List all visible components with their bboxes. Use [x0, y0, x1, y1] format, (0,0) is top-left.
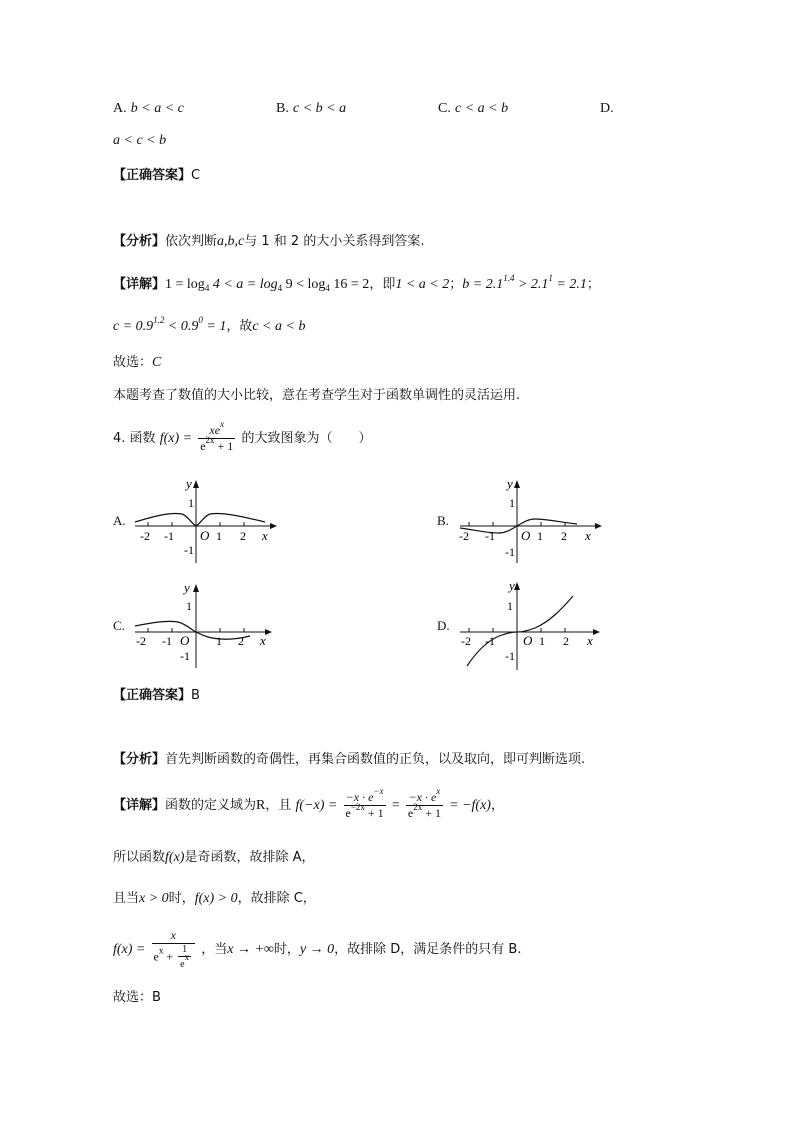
tick-label-neg1: -1	[505, 545, 515, 559]
prev-detail-line2	[113, 315, 305, 335]
tick-label-1-x: 1	[537, 529, 543, 543]
detail-eq-part: = 1	[202, 319, 227, 334]
graph-c-label: C.	[113, 618, 125, 633]
detail-fx: f(x) =	[113, 942, 146, 957]
origin-label: O	[521, 528, 531, 543]
choose-label: 故选：	[113, 990, 153, 1005]
inner-den	[178, 952, 191, 971]
prev-analysis	[113, 230, 424, 250]
prev-answer	[113, 164, 200, 183]
detail-R: R	[256, 798, 266, 813]
detail-positive	[113, 887, 316, 907]
detail-fx: f(x)	[165, 850, 185, 865]
tick-label-1: 1	[186, 599, 192, 613]
detail-eq-sub: 4	[277, 283, 283, 293]
tick-label-1: 1	[509, 496, 515, 510]
frac-den-tail: + 1	[214, 439, 234, 453]
frac-den-sup: 2x	[413, 802, 423, 812]
tick-label-1: 1	[188, 496, 194, 510]
inner-num: 1	[178, 944, 191, 957]
option-c	[438, 101, 508, 117]
detail-eq-sup: 1.2	[153, 315, 165, 325]
graph-a	[130, 478, 280, 568]
question-4	[113, 419, 372, 454]
tick-label-2: 2	[238, 634, 244, 648]
detail-fx: f(x) > 0	[194, 891, 238, 906]
answer-value: B	[191, 688, 200, 703]
tick-label-neg1: -1	[505, 649, 515, 663]
detail-header: 【详解】	[113, 277, 166, 292]
y-label: y	[509, 578, 515, 593]
y-arrow	[193, 480, 199, 488]
tick-label-1-x: 1	[539, 634, 545, 648]
frac-num: −x · e	[345, 790, 374, 804]
detail-fraction-2	[406, 786, 443, 821]
analysis-text-pre: 依次判断	[165, 234, 218, 249]
option-b-label: B.	[276, 101, 289, 116]
frac-den-tail: + 1	[422, 806, 441, 820]
analysis-text: 首先判断函数的奇偶性，再集合函数值的正负，以及取向，即可判断选项.	[165, 752, 586, 767]
x-label: x	[260, 633, 266, 648]
tick-label-neg1: -1	[180, 649, 190, 663]
y-arrow	[514, 582, 520, 590]
answer-value: C	[191, 168, 201, 183]
frac-den-sup: x	[158, 945, 164, 956]
y-label: y	[184, 580, 190, 595]
option-c-text: c < a < b	[454, 101, 509, 116]
detail-text: ，故排除 D，满足条件的只有 B.	[334, 942, 522, 957]
detail-text: ，即	[369, 277, 396, 292]
origin-label: O	[180, 633, 190, 648]
x-label: x	[587, 633, 593, 648]
analysis-header: 【分析】	[113, 752, 166, 767]
question-tail: 的大致图象为（ ）	[241, 431, 372, 446]
frac-den: e	[345, 806, 351, 820]
inner-den-sup: x	[184, 952, 190, 962]
question-fraction	[198, 419, 235, 454]
frac-den: e	[200, 439, 206, 453]
option-a	[113, 101, 184, 117]
detail-text: 函数的定义域为	[165, 798, 257, 813]
detail-eq-part: 1 = log	[165, 277, 205, 292]
curve	[135, 513, 265, 526]
option-c-label: C.	[438, 101, 451, 116]
frac-num-sup: −x	[373, 786, 384, 796]
frac-num: −x · e	[408, 790, 437, 804]
frac-num-sup: x	[436, 786, 441, 796]
frac-den: e	[407, 806, 414, 820]
graph-b-label: B.	[437, 513, 449, 528]
y-arrow	[193, 584, 199, 592]
detail-eq: =	[391, 798, 400, 813]
x-arrow	[593, 629, 600, 635]
detail-header: 【详解】	[113, 798, 166, 813]
x-arrow	[265, 629, 272, 635]
detail-eq-part: b = 2.1	[462, 277, 504, 292]
detail-eq-sub: 4	[204, 283, 210, 293]
tick-label-2: 2	[563, 634, 569, 648]
tick-label-neg1: -1	[184, 543, 194, 557]
tick-label-neg2: -2	[140, 529, 150, 543]
origin-label: O	[523, 633, 533, 648]
choose	[113, 986, 161, 1005]
detail-cond: x → +∞	[227, 942, 274, 957]
detail-text: ，故	[226, 319, 253, 334]
tick-label-1-x: 1	[216, 529, 222, 543]
frac-den: e	[153, 949, 159, 964]
tick-label-neg2: -2	[461, 634, 471, 648]
graph-a-label: A.	[113, 513, 126, 528]
prev-choose	[113, 351, 161, 371]
detail-eq-sup: 0	[198, 315, 203, 325]
detail-eq-part: 1 < a < 2	[395, 277, 450, 292]
option-d-text: a < c < b	[113, 133, 167, 148]
detail-text: ，	[490, 798, 504, 813]
question-fx: f(x) =	[159, 431, 193, 446]
tick-label-neg1-x: -1	[164, 529, 174, 543]
choose-value: B	[152, 990, 161, 1005]
option-a-label: A.	[113, 101, 127, 116]
detail-text: ；	[586, 277, 600, 292]
detail-eq-part: > 2.1	[514, 277, 549, 292]
frac-num: xe	[209, 423, 221, 437]
detail-odd	[113, 846, 314, 866]
detail-eq-part: 16 = 2	[329, 277, 370, 292]
graph-c	[130, 580, 280, 670]
detail-line1	[113, 786, 504, 821]
tick-label-neg2: -2	[459, 529, 469, 543]
detail-eq-sup: 1	[548, 273, 553, 283]
detail-eq-sup: 1.4	[503, 273, 515, 283]
detail-eq-part: c < a < b	[252, 319, 306, 334]
frac-den-sup: −2x	[350, 802, 365, 812]
tick-label-neg1-x: -1	[485, 634, 495, 648]
tick-label-2: 2	[240, 529, 246, 543]
graph-b	[455, 478, 605, 568]
inner-den-base: e	[180, 959, 185, 970]
detail-text: 时，	[168, 891, 195, 906]
detail-eq-part: < 0.9	[164, 319, 199, 334]
detail-text: ，当	[201, 942, 228, 957]
option-d-text-line	[113, 133, 166, 149]
tick-label-neg1-x: -1	[162, 634, 172, 648]
y-label: y	[507, 478, 513, 491]
option-a-text: b < a < c	[130, 101, 184, 116]
y-arrow	[514, 480, 520, 488]
choose-label: 故选：	[113, 355, 153, 370]
frac-num: x	[152, 928, 196, 944]
analysis-text-post: 与 1 和 2 的大小关系得到答案.	[244, 234, 425, 249]
curve	[467, 596, 573, 666]
curve	[135, 621, 250, 639]
option-b	[276, 101, 346, 117]
question-number: 4. 函数	[113, 431, 156, 446]
detail-eq-sub: 4	[325, 283, 330, 293]
tick-label-1: 1	[507, 599, 513, 613]
detail-text: ；	[449, 277, 463, 292]
option-b-text: c < b < a	[292, 101, 347, 116]
detail-limit	[113, 928, 521, 971]
tick-label-neg2: -2	[136, 634, 146, 648]
detail-eq-part: 4 < a = log	[209, 277, 278, 292]
detail-text: 是奇函数，故排除 A，	[184, 850, 315, 865]
detail-fraction-3	[152, 928, 196, 971]
tick-label-1-x: 1	[216, 634, 222, 648]
detail-eq-part: 9 < log	[282, 277, 326, 292]
x-arrow	[595, 523, 602, 529]
frac-den-tail: + 1	[364, 806, 384, 820]
option-d	[600, 101, 614, 117]
x-label: x	[262, 528, 268, 543]
detail-eq2: = −f(x)	[449, 798, 491, 813]
tick-label-neg1-x: -1	[485, 529, 495, 543]
x-arrow	[270, 523, 277, 529]
analysis-header: 【分析】	[113, 234, 166, 249]
detail-text: ，故排除 C，	[237, 891, 316, 906]
answer-header: 【正确答案】	[113, 688, 192, 703]
x-label: x	[585, 528, 591, 543]
detail-cond: x > 0	[139, 891, 169, 906]
answer	[113, 684, 200, 703]
summary-text: 本题考查了数值的大小比较，意在考查学生对于函数单调性的灵活运用.	[113, 388, 521, 403]
answer-header: 【正确答案】	[113, 168, 192, 183]
inner-fraction	[178, 944, 191, 971]
graph-d-label: D.	[437, 618, 450, 633]
detail-y: y → 0	[299, 942, 335, 957]
origin-label: O	[200, 528, 210, 543]
analysis	[113, 748, 585, 767]
frac-num-sup: x	[220, 419, 225, 429]
detail-text: 且当	[113, 891, 140, 906]
detail-text: 时，	[273, 942, 300, 957]
detail-fraction-1	[344, 786, 386, 821]
prev-detail	[113, 273, 600, 293]
tick-label-2: 2	[561, 529, 567, 543]
prev-summary	[113, 384, 520, 403]
choose-value: C	[152, 355, 162, 370]
option-d-label: D.	[600, 101, 614, 116]
detail-text: 所以函数	[113, 850, 166, 865]
y-label: y	[186, 478, 192, 491]
frac-den-plus: +	[163, 949, 177, 964]
graph-d	[455, 578, 605, 673]
frac-den-sup: 2x	[205, 435, 215, 445]
detail-eq-part: c = 0.9	[113, 319, 154, 334]
detail-text: ，且	[265, 798, 292, 813]
detail-eq-part: = 2.1	[552, 277, 587, 292]
analysis-vars: a,b,c	[217, 234, 245, 249]
detail-fneg: f(−x) =	[295, 798, 338, 813]
